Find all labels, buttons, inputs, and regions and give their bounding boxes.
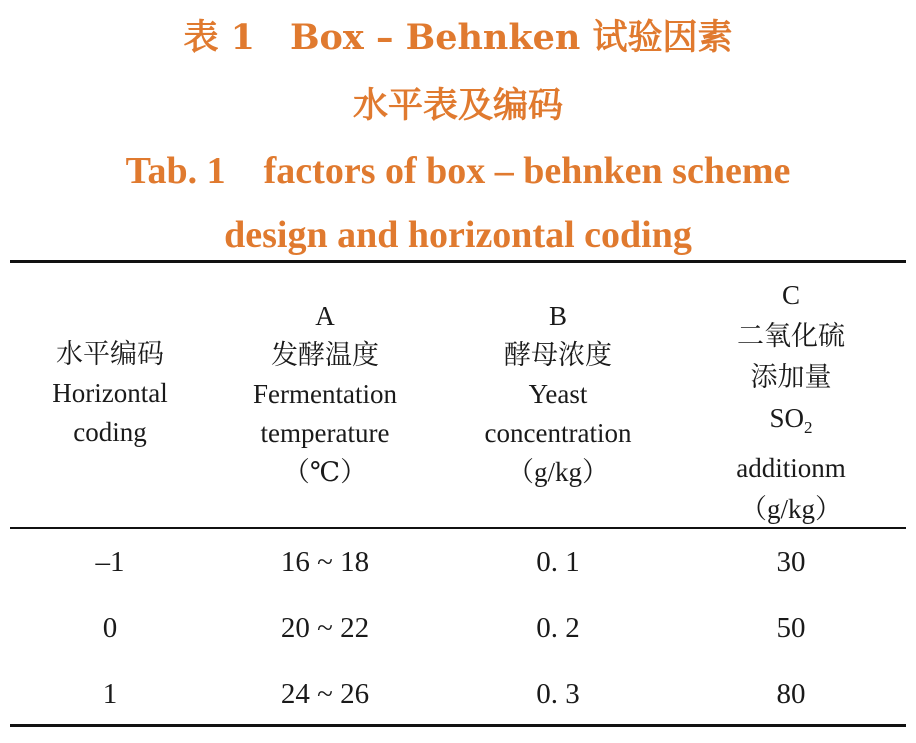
cell-temperature: 16 ~ 18 <box>280 546 370 578</box>
caption-cn-line1: 表 1 Box – Behnken 试验因素 <box>183 17 733 58</box>
so2-main: SO <box>769 403 804 433</box>
cell-yeast: 0. 2 <box>536 612 580 644</box>
header-label-cn: 水平编码 <box>56 339 164 370</box>
table-header-rule <box>10 527 906 529</box>
header-label-en: Horizontal <box>52 378 168 408</box>
caption-en-line1: Tab. 1 factors of box – behnken scheme <box>125 150 791 192</box>
cell-level: 1 <box>102 678 118 710</box>
cell-so2: 80 <box>776 678 806 710</box>
header-label-en: Fermentation <box>253 379 397 409</box>
header-label-en: Yeast <box>528 379 588 409</box>
table-row <box>10 537 906 587</box>
caption-cn-line2: 水平表及编码 <box>352 85 563 126</box>
cell-yeast: 0. 3 <box>536 678 580 710</box>
header-factor-code: B <box>548 301 567 331</box>
cell-level: 0 <box>102 612 118 644</box>
header-so2-formula <box>676 398 906 448</box>
cell-temperature: 20 ~ 22 <box>280 612 370 644</box>
header-label-en: additionm <box>736 453 846 483</box>
header-horizontal-coding <box>10 335 210 452</box>
so2-subscript: 2 <box>804 418 813 437</box>
header-label-cn: 二氧化硫 <box>737 321 845 352</box>
cell-yeast: 0. 1 <box>536 546 580 578</box>
header-label-en: coding <box>73 417 147 447</box>
header-fermentation-temperature <box>210 297 440 492</box>
header-label-cn: 发酵温度 <box>271 340 379 371</box>
header-factor-code: A <box>315 301 335 331</box>
header-unit: （℃） <box>282 457 368 487</box>
table-top-rule <box>10 260 906 263</box>
cell-temperature: 24 ~ 26 <box>280 678 370 710</box>
table-row <box>10 669 906 719</box>
header-label-cn: 添加量 <box>750 362 832 393</box>
header-label-cn: 酵母浓度 <box>504 340 612 371</box>
header-label-en: concentration <box>484 418 632 448</box>
cell-level: –1 <box>95 546 125 578</box>
header-label-en: temperature <box>260 418 390 448</box>
caption-en-line2: design and horizontal coding <box>224 214 692 256</box>
header-unit: （g/kg） <box>506 457 609 487</box>
header-factor-code: C <box>781 280 800 310</box>
header-yeast-concentration <box>440 297 676 492</box>
cell-so2: 30 <box>776 546 806 578</box>
header-unit: （g/kg） <box>739 494 842 524</box>
cell-so2: 50 <box>776 612 806 644</box>
table-bottom-rule <box>10 724 906 727</box>
table-row <box>10 603 906 653</box>
header-so2-addition <box>676 275 906 530</box>
